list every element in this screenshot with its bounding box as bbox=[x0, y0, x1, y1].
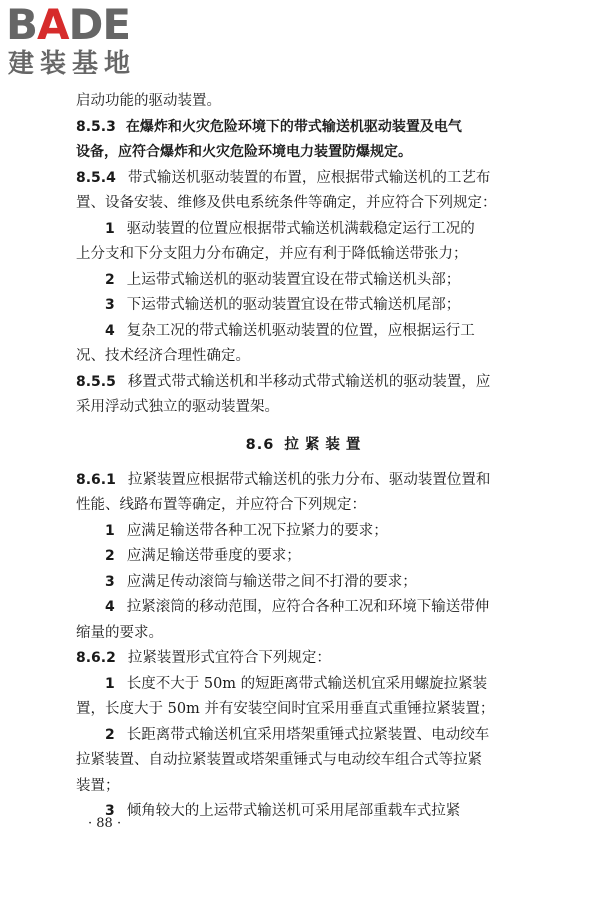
logo-letter-b: B bbox=[6, 0, 38, 49]
item-text: 上运带式输送机的驱动装置宜设在带式输送机头部； bbox=[126, 271, 461, 288]
section-number: 8.6 bbox=[245, 436, 275, 453]
logo-subtitle: 建装基地 bbox=[8, 49, 137, 79]
list-item bbox=[76, 268, 536, 294]
list-item bbox=[76, 595, 536, 621]
item-number: 4 bbox=[105, 599, 115, 615]
item-text-continued: 置，长度大于 50m 并有安装空间时宜采用垂直式重锤拉紧装置； bbox=[76, 701, 495, 717]
section-heading bbox=[76, 432, 536, 458]
list-item bbox=[76, 519, 536, 545]
item-text-continued: 拉紧装置、自动拉紧装置或塔架重锤式与电动绞车组合式等拉紧 bbox=[76, 752, 482, 768]
clause-text: 在爆炸和火灾危险环境下的带式输送机驱动装置及电气 bbox=[125, 118, 462, 135]
clause-text-continued: 置、设备安装、维修及供电系统条件等确定，并应符合下列规定： bbox=[76, 195, 497, 211]
item-text: 应满足传动滚筒与输送带之间不打滑的要求； bbox=[126, 573, 417, 590]
clause-8-5-4 bbox=[76, 166, 536, 192]
clause-8-6-1 bbox=[76, 468, 536, 494]
item-text: 下运带式输送机的驱动装置宜设在带式输送机尾部； bbox=[126, 297, 461, 313]
item-number: 1 bbox=[105, 220, 115, 237]
item-text: 应满足输送带各种工况下拉紧力的要求； bbox=[126, 522, 388, 539]
item-text: 拉紧滚筒的移动范围，应符合各种工况和环境下输送带伸 bbox=[126, 599, 490, 615]
clause-text-continued: 采用浮动式独立的驱动装置架。 bbox=[76, 399, 279, 415]
item-number: 2 bbox=[105, 548, 115, 564]
item-number: 2 bbox=[105, 726, 115, 743]
item-number: 1 bbox=[105, 675, 115, 692]
item-number: 3 bbox=[105, 573, 115, 590]
clause-number: 8.5.4 bbox=[76, 169, 116, 186]
page-body bbox=[76, 89, 536, 825]
clause-number: 8.5.5 bbox=[76, 373, 116, 390]
page-number: · 88 · bbox=[88, 816, 122, 831]
logo-letter-de: DE bbox=[68, 0, 131, 49]
clause-text-continued: 性能、线路布置等确定，并应符合下列规定： bbox=[76, 497, 366, 513]
item-text: 应满足输送带垂度的要求； bbox=[126, 548, 301, 564]
clause-8-5-5 bbox=[76, 370, 536, 396]
item-number: 2 bbox=[105, 271, 115, 288]
continued-line: 启动功能的驱动装置。 bbox=[76, 93, 221, 109]
list-item bbox=[76, 570, 536, 596]
item-text: 长度不大于 50m 的短距离带式输送机宜采用螺旋拉紧装 bbox=[126, 675, 488, 692]
item-text: 倾角较大的上运带式输送机可采用尾部重载车式拉紧 bbox=[126, 803, 461, 819]
bade-logo bbox=[6, 2, 176, 86]
logo-letter-a: A bbox=[37, 0, 69, 49]
list-item bbox=[76, 799, 536, 825]
item-text-continued: 装置； bbox=[76, 777, 120, 794]
list-item bbox=[76, 723, 536, 749]
clause-text: 拉紧装置应根据带式输送机的张力分布、驱动装置位置和 bbox=[127, 471, 491, 488]
item-text: 长距离带式输送机宜采用塔架重锤式拉紧装置、电动绞车 bbox=[126, 726, 490, 743]
clause-number: 8.6.2 bbox=[76, 650, 116, 666]
item-text-continued: 缩量的要求。 bbox=[76, 624, 163, 641]
item-number: 4 bbox=[105, 322, 115, 339]
clause-number: 8.5.3 bbox=[76, 118, 116, 135]
list-item bbox=[76, 672, 536, 698]
item-number: 1 bbox=[105, 522, 115, 539]
section-title: 拉紧装置 bbox=[284, 436, 367, 453]
item-number: 3 bbox=[105, 803, 115, 819]
clause-number: 8.6.1 bbox=[76, 471, 116, 488]
list-item bbox=[76, 217, 536, 243]
logo-wordmark bbox=[6, 2, 176, 48]
clause-8-6-2 bbox=[76, 646, 536, 672]
item-text-continued: 况、技术经济合理性确定。 bbox=[76, 348, 250, 364]
item-number: 3 bbox=[105, 297, 115, 313]
item-text: 复杂工况的带式输送机驱动装置的位置，应根据运行工 bbox=[126, 322, 475, 339]
clause-8-5-3 bbox=[76, 115, 536, 141]
clause-text: 拉紧装置形式宜符合下列规定： bbox=[127, 650, 331, 666]
clause-text: 带式输送机驱动装置的布置，应根据带式输送机的工艺布 bbox=[127, 169, 491, 186]
item-text-continued: 上分支和下分支阻力分布确定，并应有利于降低输送带张力； bbox=[76, 246, 468, 262]
list-item bbox=[76, 293, 536, 319]
clause-text: 移置式带式输送机和半移动式带式输送机的驱动装置，应 bbox=[127, 373, 491, 390]
clause-text-continued: 设备，应符合爆炸和火灾危险环境电力装置防爆规定。 bbox=[76, 144, 412, 160]
list-item bbox=[76, 319, 536, 345]
item-text: 驱动装置的位置应根据带式输送机满载稳定运行工况的 bbox=[126, 220, 475, 237]
list-item bbox=[76, 544, 536, 570]
